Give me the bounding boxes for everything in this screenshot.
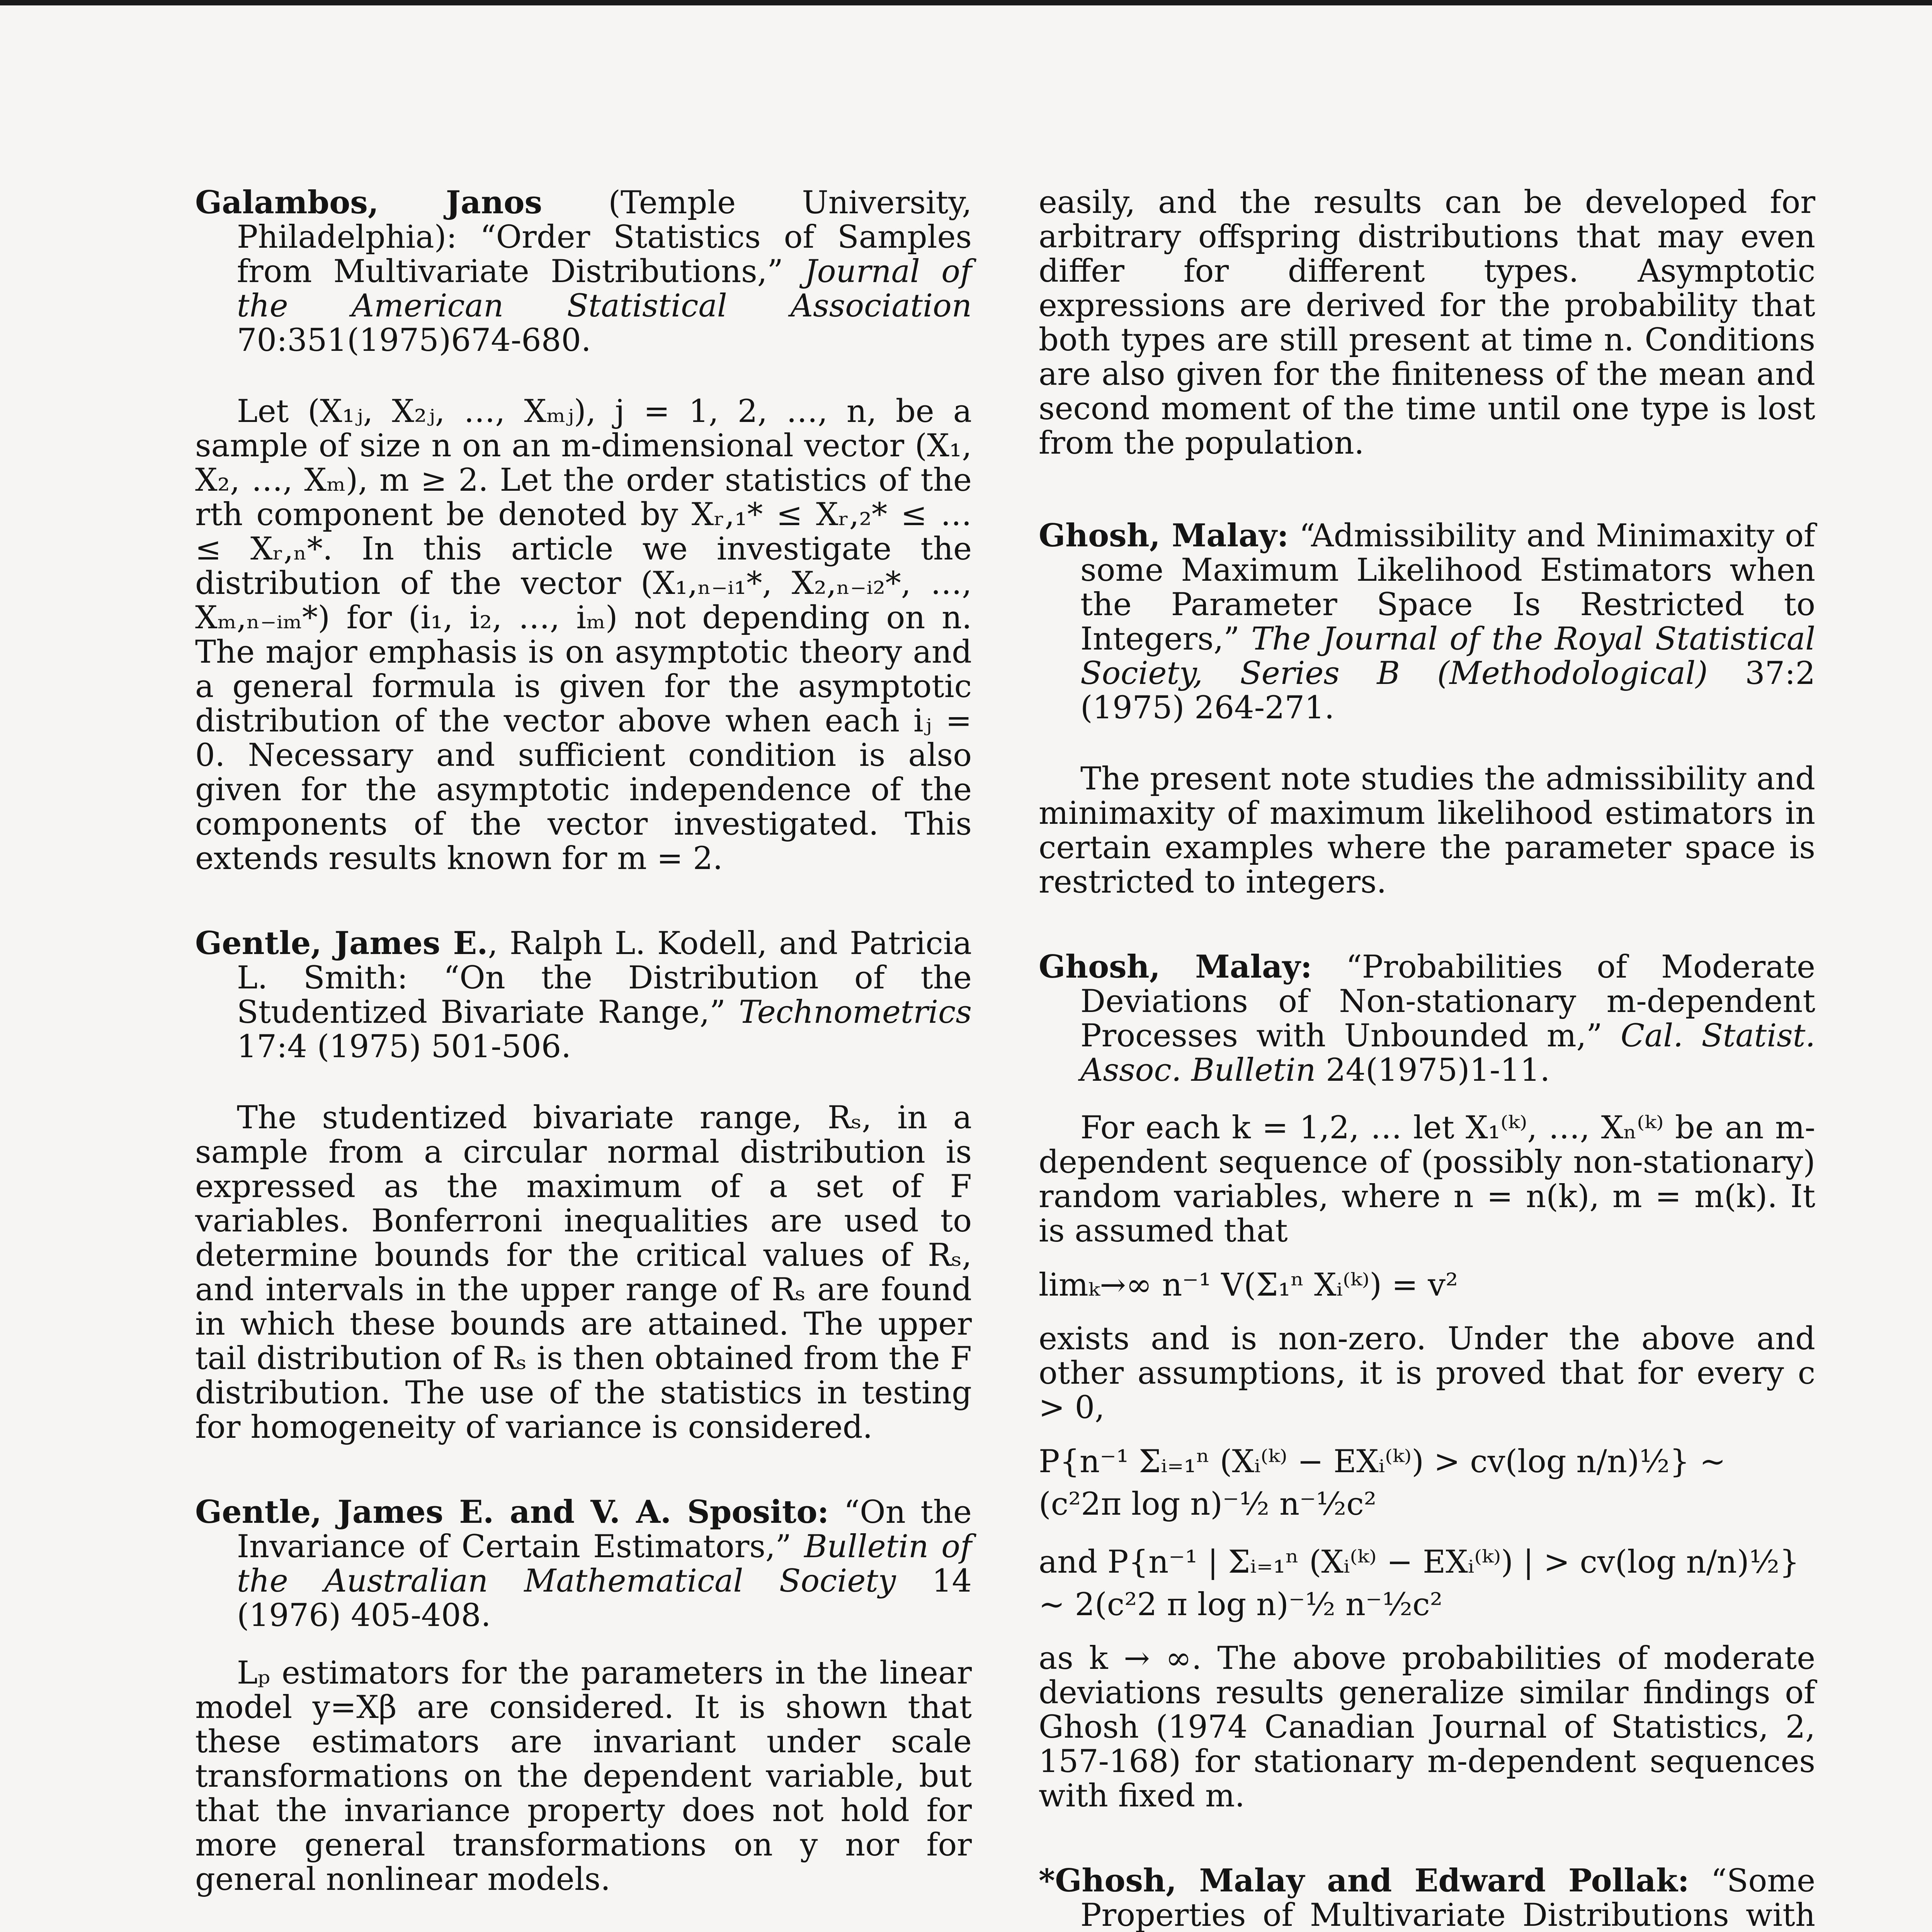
- entry-ghosh-pollak: [1039, 1864, 1815, 1932]
- right-column: [1039, 185, 1815, 1932]
- entry-galambos: [195, 185, 972, 876]
- formula-probability-two-sided: and P{n⁻¹ | Σᵢ₌₁ⁿ (Xᵢ⁽ᵏ⁾ − EXᵢ⁽ᵏ⁾) | > cv(log n/n)½} ~ 2(c²2 π log n)⁻½ n⁻½c²: [1039, 1544, 1799, 1623]
- entry-ghosh-moderate-deviations: [1039, 950, 1815, 1813]
- abstract-conclusion: as k → ∞. The above probabilities of moderate deviations results generalize similar findings of Ghosh (1974 Canadian Journal of Statistics, 2, 157-168) for stationary m-dependent sequences with fixed m.: [1039, 1640, 1815, 1814]
- left-column: [195, 185, 972, 1932]
- citation-details: 17:4 (1975) 501-506.: [237, 1029, 571, 1065]
- entry-gentle-kodell-smith: [195, 926, 972, 1445]
- formula-limit: limₖ→∞ n⁻¹ V(Σ₁ⁿ Xᵢ⁽ᵏ⁾) = v²: [1039, 1267, 1458, 1303]
- citation-details: 37:2 (1975) 264-271.: [1080, 655, 1815, 726]
- abstract: The studentized bivariate range, Rₛ, in a sample from a circular normal distribution is expressed as the maximum of a set of F variables. Bonferroni inequalities are used to determine bounds for the critical values of Rₛ, and intervals in the upper range of Rₛ are found in which these bounds are attained. The upper tail distribution of Rₛ is then obtained from the F distribution. The use of the statistics in testing for homogeneity of variance is considered.: [195, 1100, 972, 1446]
- author-name: Gentle, James E.: [195, 925, 488, 962]
- author-name: Galambos, Janos: [195, 184, 543, 221]
- citation-text: , Ralph L. Kodell, and Patricia L. Smith: “On the Distribution of the Studentized Bivariate Range,”: [237, 925, 972, 1031]
- author-name: Gentle, James E. and V. A. Sposito:: [195, 1494, 829, 1531]
- citation-text: “On the Invariance of Certain Estimators,”: [237, 1494, 972, 1565]
- citation-details: 24(1975)1-11.: [1316, 1052, 1550, 1088]
- entry-gentle-sposito: [195, 1495, 972, 1897]
- citation-text: “Probabilities of Moderate Deviations of Non-stationary m-dependent Processes with Unbounded m,”: [1080, 949, 1815, 1054]
- citation: [195, 1495, 972, 1633]
- journal-title: The Journal of the Royal Statistical Society, Series B (Methodological): [1080, 621, 1815, 692]
- author-name: Ghosh, Malay:: [1039, 517, 1289, 554]
- citation-text: (Temple University, Philadelphia): “Order Statistics of Samples from Multivariate Distributions,”: [237, 185, 972, 290]
- citation: [1039, 1864, 1815, 1932]
- continued-abstract: easily, and the results can be developed for arbitrary offspring distributions that may even differ for different types. Asymptotic expressions are derived for the probability that both types are still present at time n. Conditions are also given for the finiteness of the mean and second moment of the time until one type is lost from the population.: [1039, 184, 1815, 461]
- formula-probability-one-sided: P{n⁻¹ Σᵢ₌₁ⁿ (Xᵢ⁽ᵏ⁾ − EXᵢ⁽ᵏ⁾) > cv(log n/n)½} ~ (c²2π log n)⁻½ n⁻½c²: [1039, 1444, 1726, 1522]
- citation-details: 14 (1976) 405-408.: [237, 1563, 972, 1634]
- journal-title: Journal of the American Statistical Association: [237, 253, 972, 324]
- abstract: Lₚ estimators for the parameters in the linear model y=Xβ are considered. It is shown that these estimators are invariant under scale transformations on the dependent variable, but that the invariance property does not hold for more general transformations on y nor for general nonlinear models.: [195, 1655, 972, 1898]
- citation: [1039, 519, 1815, 725]
- citation: [195, 185, 972, 358]
- citation: [1039, 950, 1815, 1088]
- journal-title: Technometrics: [739, 994, 972, 1031]
- formula-conditions: exists and is non-zero. Under the above and other assumptions, it is proved that for every c > 0,: [1039, 1321, 1815, 1426]
- citation-text: “Some Properties of Multivariate Distributions with: [1080, 1863, 1815, 1932]
- entry-ghosh-admissibility: [1039, 519, 1815, 900]
- citation-details: 70:351(1975)674-680.: [237, 322, 591, 359]
- abstract: For each k = 1,2, … let X₁⁽ᵏ⁾, …, Xₙ⁽ᵏ⁾ be an m-dependent sequence of (possibly non-stationary) random variables, where n = n(k), m = m(k). It is assumed that: [1039, 1110, 1815, 1249]
- journal-title: Bulletin of the Australian Mathematical Society: [237, 1529, 972, 1599]
- citation: [195, 926, 972, 1064]
- top-border: [0, 0, 1932, 5]
- abstract: Let (X₁ⱼ, X₂ⱼ, …, Xₘⱼ), j = 1, 2, …, n, be a sample of size n on an m-dimensional vector (X₁, X₂, …, Xₘ), m ≥ 2. Let the order statistics of the rth component be denoted by Xᵣ,₁* ≤ Xᵣ,₂* ≤ … ≤ Xᵣ,ₙ*. In this article we investigate the distribution of the vector (X₁,ₙ₋ᵢ₁*, X₂,ₙ₋ᵢ₂*, …, Xₘ,ₙ₋ᵢₘ*) for (i₁, i₂, …, iₘ) not depending on n. The major emphasis is on asymptotic theory and a general formula is given for the asymptotic distribution of the vector above when each iⱼ = 0. Necessary and sufficient condition is also given for the asymptotic independence of the components of the vector investigated. This extends results known for m = 2.: [195, 393, 972, 877]
- citation-text: “Admissibility and Minimaxity of some Maximum Likelihood Estimators when the Parameter Space Is Restricted to Integers,”: [1080, 518, 1815, 657]
- journal-title: Cal. Statist. Assoc. Bulletin: [1080, 1018, 1815, 1088]
- author-name: Ghosh, Malay:: [1039, 949, 1312, 985]
- author-name: *Ghosh, Malay and Edward Pollak:: [1039, 1862, 1689, 1899]
- abstract: The present note studies the admissibility and minimaxity of maximum likelihood estimators in certain examples where the parameter space is restricted to integers.: [1039, 761, 1815, 900]
